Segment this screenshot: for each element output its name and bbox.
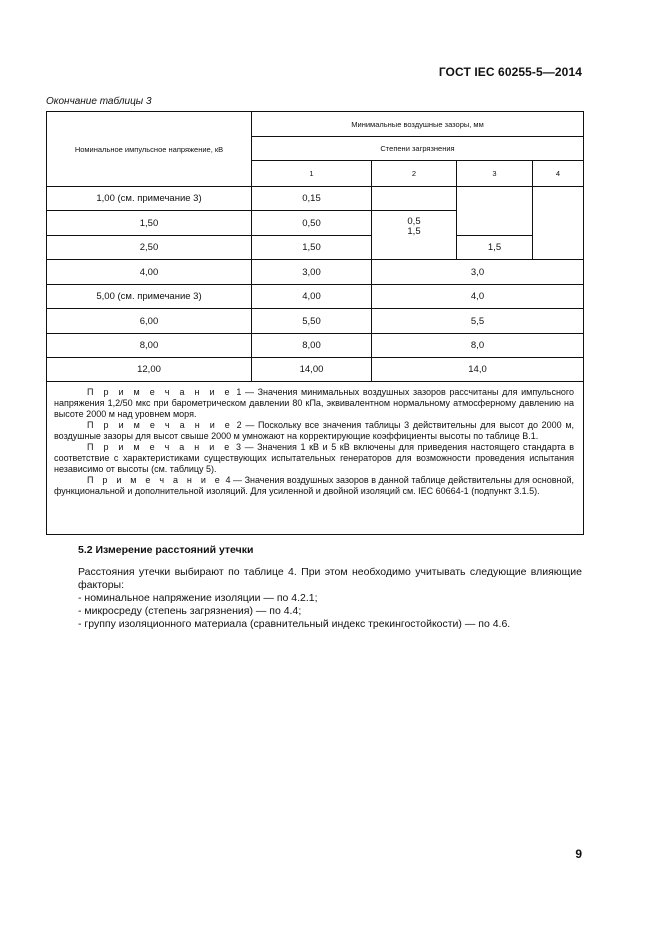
value-cell: 3,0 <box>372 260 584 285</box>
table-note <box>54 475 574 497</box>
value-cell: 0,50 <box>252 211 372 236</box>
value-cell: 5,50 <box>252 309 372 334</box>
note-text: 1 — Значения минимальных воздушных зазоров рассчитаны для импульсного напряжения 1,2/50 мкс при барометрическом давлении 80 кПа, эквивалентном нормальному атмосферному давлению на высоте 2000 м над уровнем моря. <box>54 387 575 419</box>
value-cell-merged: 0,5 1,5 <box>372 211 457 260</box>
empty-cell <box>533 187 584 260</box>
value-cell: 14,00 <box>252 358 372 382</box>
table-row <box>47 236 584 260</box>
clearances-header: Минимальные воздушные зазоры, мм <box>252 112 584 137</box>
voltage-header: Номинальное импульсное напряжение, кВ <box>47 112 252 187</box>
note-text: 2 — Поскольку все значения таблицы 3 действительны для высот до 2000 м, воздушные зазоры для высот свыше 2000 м умножают на корректирующие коэффициенты высоты по таблице В.1. <box>54 420 575 441</box>
value-cell: 1,50 <box>252 236 372 260</box>
value-cell: 0,15 <box>252 187 372 211</box>
note-text: 3 — Значения 1 кВ и 5 кВ включены для приведения настоящего стандарта в соответствие с характеристиками существующих испытательных генераторов для возможности проведения испытания независимо от высоты (см. таблицу 5). <box>54 442 575 474</box>
note-label: П р и м е ч а н и е <box>87 442 233 452</box>
value-cell: 14,0 <box>372 358 584 382</box>
degree-header: 4 <box>533 161 584 187</box>
degree-header: 2 <box>372 161 457 187</box>
value-cell: 8,00 <box>252 334 372 358</box>
table-row <box>47 260 584 285</box>
empty-cell <box>372 187 457 211</box>
table-note <box>54 387 574 420</box>
voltage-cell: 8,00 <box>47 334 252 358</box>
table-notes <box>47 382 584 535</box>
voltage-cell: 2,50 <box>47 236 252 260</box>
table-note <box>54 420 574 442</box>
voltage-cell: 5,00 (см. примечание 3) <box>47 285 252 309</box>
value-cell: 4,00 <box>252 285 372 309</box>
degree-header: 3 <box>457 161 533 187</box>
voltage-cell: 1,50 <box>47 211 252 236</box>
voltage-cell: 1,00 (см. примечание 3) <box>47 187 252 211</box>
note-label: П р и м е ч а н и е <box>87 420 234 430</box>
voltage-cell: 12,00 <box>47 358 252 382</box>
value-cell: 5,5 <box>372 309 584 334</box>
standard-header: ГОСТ IEC 60255-5—2014 <box>438 65 582 79</box>
note-text: 4 — Значения воздушных зазоров в данной таблице действительны для основной, функциональной и дополнительной изоляций. Для усиленной и двойной изоляций см. IEC 60664-1 (подпункт 3.1.5). <box>54 475 574 496</box>
empty-cell <box>457 187 533 236</box>
pollution-header: Степени загрязнения <box>252 137 584 161</box>
voltage-cell: 6,00 <box>47 309 252 334</box>
note-label: П р и м е ч а н и е <box>87 387 233 397</box>
table-caption: Окончание таблицы 3 <box>46 96 152 107</box>
section-title: 5.2 Измерение расстояний утечки <box>78 544 254 556</box>
table-row <box>47 334 584 358</box>
value-cell: 4,0 <box>372 285 584 309</box>
section-intro: Расстояния утечки выбирают по таблице 4. При этом необходимо учитывать следующие влияющие факторы: <box>78 566 582 591</box>
page-number: 9 <box>575 847 582 861</box>
degree-header: 1 <box>252 161 372 187</box>
list-item: - группу изоляционного материала (сравнительный индекс трекингостойкости) — по 4.6. <box>78 618 511 630</box>
table-row <box>47 285 584 309</box>
table-row <box>47 187 584 211</box>
table-row <box>47 358 584 382</box>
note-label: П р и м е ч а н и е <box>87 475 223 485</box>
list-item: - номинальное напряжение изоляции — по 4.2.1; <box>78 592 318 604</box>
value-cell: 8,0 <box>372 334 584 358</box>
value-cell: 3,00 <box>252 260 372 285</box>
table-note <box>54 442 574 475</box>
value-cell: 1,5 <box>457 236 533 260</box>
list-item: - микросреду (степень загрязнения) — по 4.4; <box>78 605 302 617</box>
section-body <box>78 566 582 631</box>
clearance-table <box>46 111 584 535</box>
table-row <box>47 309 584 334</box>
voltage-cell: 4,00 <box>47 260 252 285</box>
